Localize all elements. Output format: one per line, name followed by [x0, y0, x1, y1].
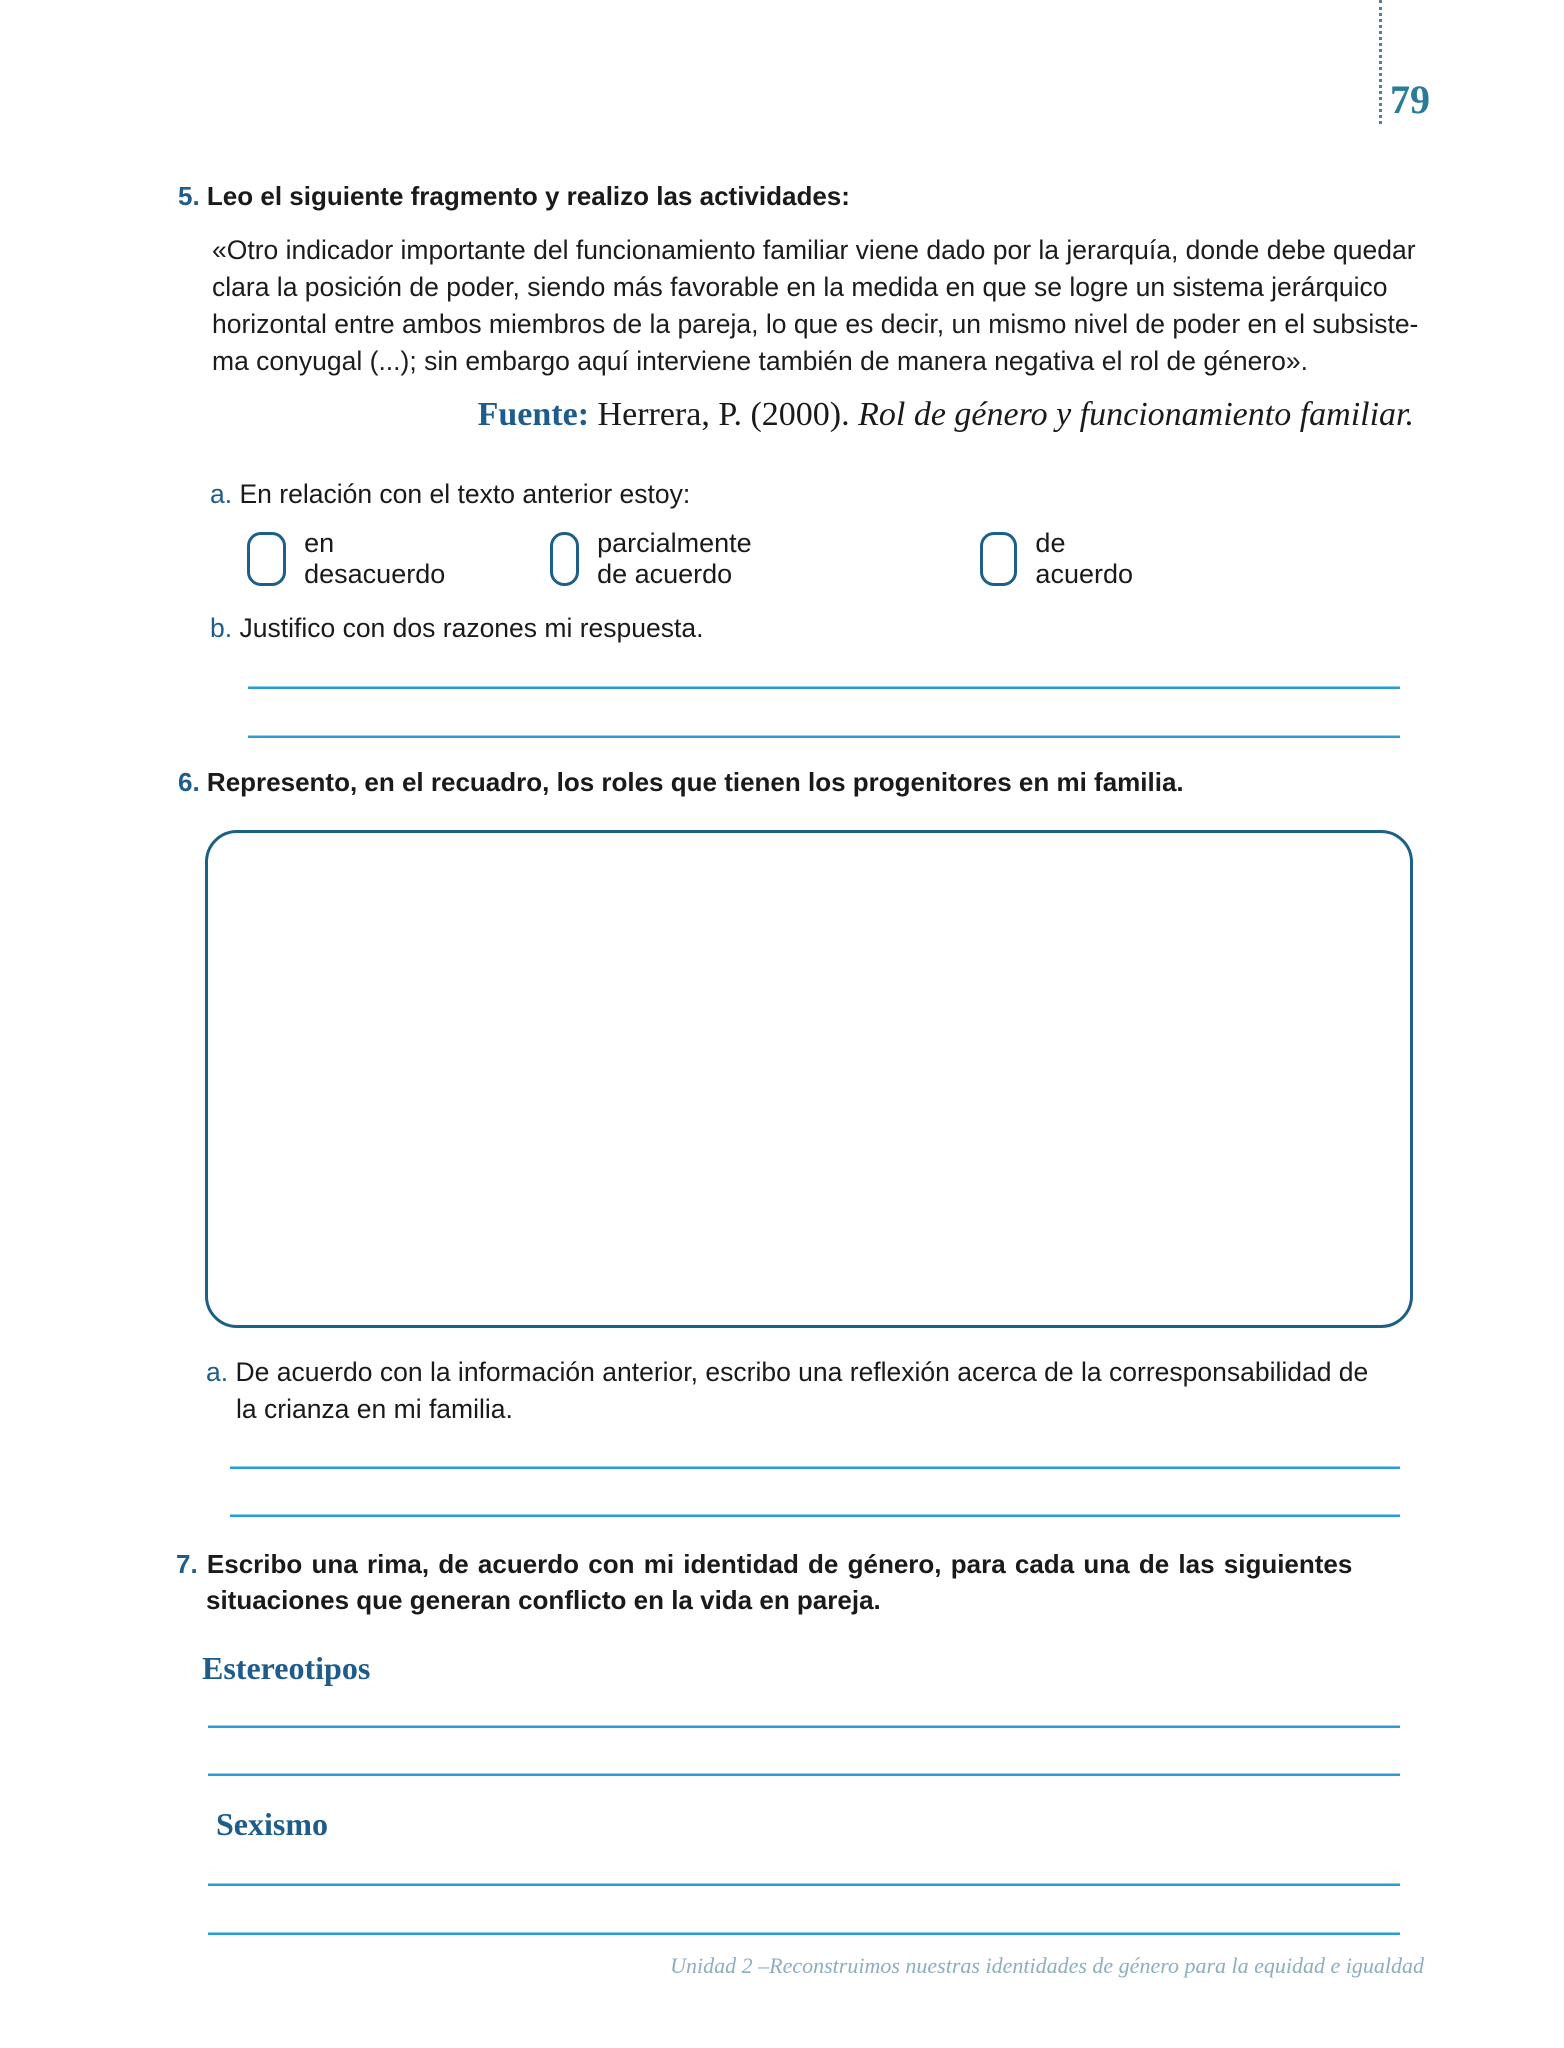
question-text: Represento, en el recuadro, los roles que tienen los progenitores en mi familia. — [206, 767, 1184, 797]
checkbox[interactable] — [247, 532, 286, 586]
answer-line[interactable] — [208, 1932, 1400, 1935]
checkbox[interactable] — [550, 532, 579, 586]
question-text: situaciones que generan conflicto en la vida en pareja. — [206, 1585, 881, 1615]
subquestion-text: la crianza en mi familia. — [236, 1394, 513, 1424]
question-7-prompt — [176, 1546, 1416, 1618]
answer-line[interactable] — [208, 1773, 1400, 1776]
option-en-desacuerdo[interactable] — [247, 528, 452, 589]
question-number: 7. — [176, 1549, 198, 1579]
question-number: 6. — [178, 767, 200, 797]
quote-line: ma conyugal (...); sin embargo aquí interviene también de manera negativa el rol de género». — [212, 346, 1308, 376]
page-number: 79 — [1390, 77, 1430, 122]
page-footer: Unidad 2 –Reconstruimos nuestras identidades de género para la equidad e igualdad — [670, 1953, 1424, 1978]
answer-line[interactable] — [230, 1514, 1400, 1517]
subquestion-text: De acuerdo con la información anterior, escribo una reflexión acerca de la corresponsabilidad de — [235, 1357, 1369, 1387]
quote-line: clara la posición de poder, siendo más favorable en la medida en que se logre un sistema jerárquico — [212, 272, 1388, 302]
drawing-box[interactable] — [205, 830, 1413, 1328]
option-parcialmente-de-acuerdo[interactable] — [550, 528, 769, 589]
subquestion-text: Justifico con dos razones mi respuesta. — [239, 613, 704, 643]
checkbox[interactable] — [980, 532, 1017, 586]
question-text: Leo el siguiente fragmento y realizo las actividades: — [206, 181, 850, 211]
answer-line[interactable] — [208, 1725, 1400, 1728]
subquestion-letter: b. — [210, 613, 233, 643]
answer-line[interactable] — [230, 1466, 1400, 1469]
section-heading-estereotipos: Estereotipos — [202, 1650, 371, 1686]
answer-line[interactable] — [208, 1883, 1400, 1886]
subquestion-5b — [210, 610, 703, 647]
source-title: Rol de género y funcionamiento familiar. — [858, 396, 1414, 433]
section-heading-sexismo: Sexismo — [216, 1806, 328, 1842]
option-label: de acuerdo — [1035, 528, 1133, 589]
subquestion-6a — [206, 1354, 1426, 1428]
option-de-acuerdo[interactable] — [980, 528, 1142, 589]
subquestion-letter: a. — [210, 479, 233, 509]
option-label: en desacuerdo — [304, 528, 446, 589]
source-author: Herrera, P. (2000). — [597, 396, 850, 433]
source-label: Fuente: — [477, 396, 590, 433]
question-text: Escribo una rima, de acuerdo con mi identidad de género, para cada una de las siguientes — [206, 1549, 1353, 1579]
subquestion-5a — [210, 476, 690, 513]
quote-line: «Otro indicador importante del funcionamiento familiar viene dado por la jerarquía, donde debe quedar — [212, 235, 1416, 265]
question-number: 5. — [178, 181, 200, 211]
answer-line[interactable] — [248, 686, 1400, 689]
answer-line[interactable] — [248, 735, 1400, 738]
quote-line: horizontal entre ambos miembros de la pareja, lo que es decir, un mismo nivel de poder en el subsiste- — [212, 309, 1419, 339]
option-label: parcialmente de acuerdo — [597, 528, 752, 589]
subquestion-letter: a. — [206, 1357, 229, 1387]
subquestion-text: En relación con el texto anterior estoy: — [239, 479, 691, 509]
margin-dotted-rule — [1379, 0, 1382, 124]
quote-block — [212, 232, 1419, 380]
citation-source — [478, 396, 1414, 434]
question-6-prompt — [178, 764, 1184, 800]
question-5-prompt — [178, 178, 850, 214]
